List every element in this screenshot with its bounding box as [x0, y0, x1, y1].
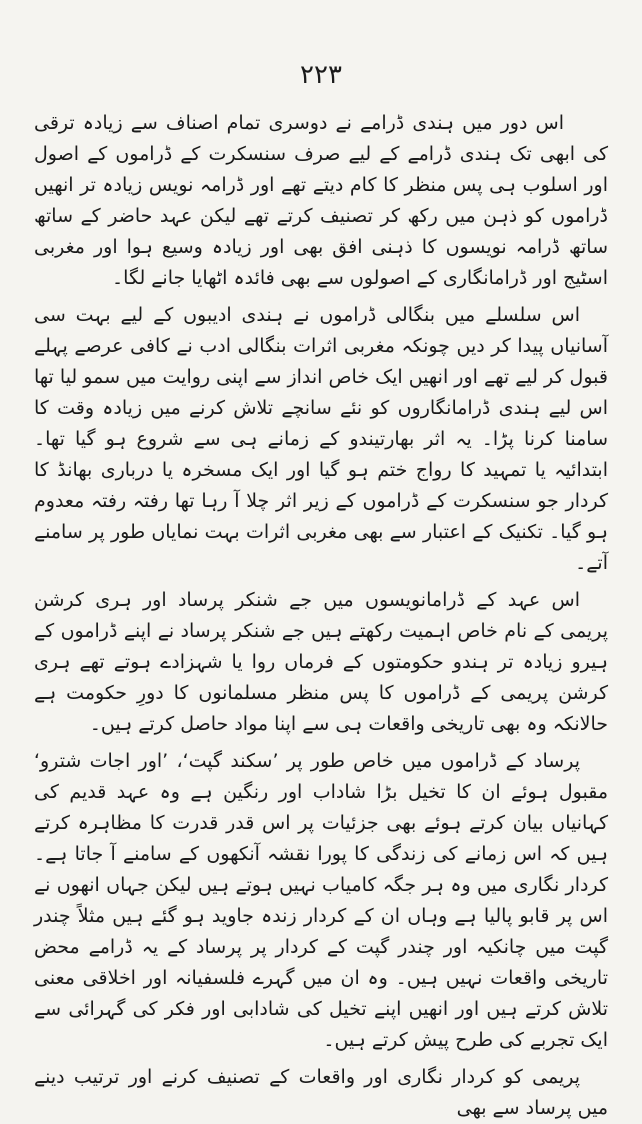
- paragraph: اس سلسلے میں بنگالی ڈراموں نے ہندی ادیبوں کے لیے بہت سی آسانیاں پیدا کر دیں چونکہ مغربی اثرات بنگالی ادب نے کافی عرصے پہلے قبول کر لیے تھے اور انھیں ایک خاص انداز سے اپنی روایت میں سمو لیا تھا اس لیے ہندی ڈرامانگاروں کو نئے سانچے تلاش کرنے میں زیادہ وقت کا سامنا کرنا پڑا۔ یہ اثر بھارتیندو کے زمانے ہی سے شروع ہو گیا تھا۔ ابتدائیہ یا تمہید کا رواج ختم ہو گیا اور ایک مسخرہ یا درباری بھانڈ کا کردار جو سنسکرت کے ڈراموں کے زیر اثر چلا آ رہا تھا رفتہ رفتہ معدوم ہو گیا۔ تکنیک کے اعتبار سے بھی مغربی اثرات بہت نمایاں طور پر سامنے آتے۔: [34, 304, 608, 574]
- paragraph: اس دور میں ہندی ڈرامے نے دوسری تمام اصناف سے زیادہ ترقی کی ابھی تک ہندی ڈرامے کے لیے صرف سنسکرت کے ڈراموں کے اصول اور اسلوب ہی پس منظر کا کام دیتے تھے اور ڈرامہ نویس زیادہ تر انھیں ڈراموں کو ذہن میں رکھ کر تصنیف کرتے تھے لیکن عہد حاضر کے ساتھ ساتھ ڈرامہ نویسوں کا ذہنی افق بھی اور زیادہ وسیع ہوا اور مغربی اسٹیج اور ڈرامانگاری کے اصولوں سے بھی فائدہ اٹھایا جانے لگا۔: [34, 112, 608, 289]
- paragraph: پرساد کے ڈراموں میں خاص طور پر ’سکند گپت‘، ’اور اجات شترو‘ مقبول ہوئے ان کا تخیل بڑا شاداب اور رنگین ہے وہ عہد قدیم کی کہانیاں بیان کرتے ہوئے بھی جزئیات پر اس قدر قدرت کا مظاہرہ کرتے ہیں کہ اس زمانے کی زندگی کا پورا نقشہ آنکھوں کے سامنے آ جاتا ہے۔ کردار نگاری میں وہ ہر جگہ کامیاب نہیں ہوتے ہیں لیکن جہاں انھوں نے اس پر قابو پالیا ہے وہاں ان کے کردار زندہ جاوید ہو گئے ہیں مثلاً چندر گپت میں چانکیہ اور چندر گپت کے کردار پر پرساد کے یہ ڈرامے محض تاریخی واقعات نہیں ہیں۔ وہ ان میں گہرے فلسفیانہ اور اخلاقی معنی تلاش کرتے ہیں اور انھیں اپنے تخیل کی شادابی اور فکر کی گہرائی سے ایک تجربے کی طرح پیش کرتے ہیں۔: [34, 750, 608, 1051]
- paragraph: اس عہد کے ڈرامانویسوں میں جے شنکر پرساد اور ہری کرشن پریمی کے نام خاص اہمیت رکھتے ہیں جے شنکر پرساد نے اپنے ڈراموں کے ہیرو زیادہ تر ہندو حکومتوں کے فرماں روا یا شہزادے ہوتے تھے ہری کرشن پریمی کے ڈراموں کا پس منظر مسلمانوں کا دورِ حکومت ہے حالانکہ وہ بھی تاریخی واقعات ہی سے اپنا مواد حاصل کرتے ہیں۔: [34, 589, 608, 735]
- page-number: ٢٢٣: [300, 60, 342, 90]
- paragraph: پریمی کو کردار نگاری اور واقعات کے تصنیف کرنے اور ترتیب دینے میں پرساد سے بھی: [34, 1066, 608, 1119]
- body-text: [34, 108, 608, 1119]
